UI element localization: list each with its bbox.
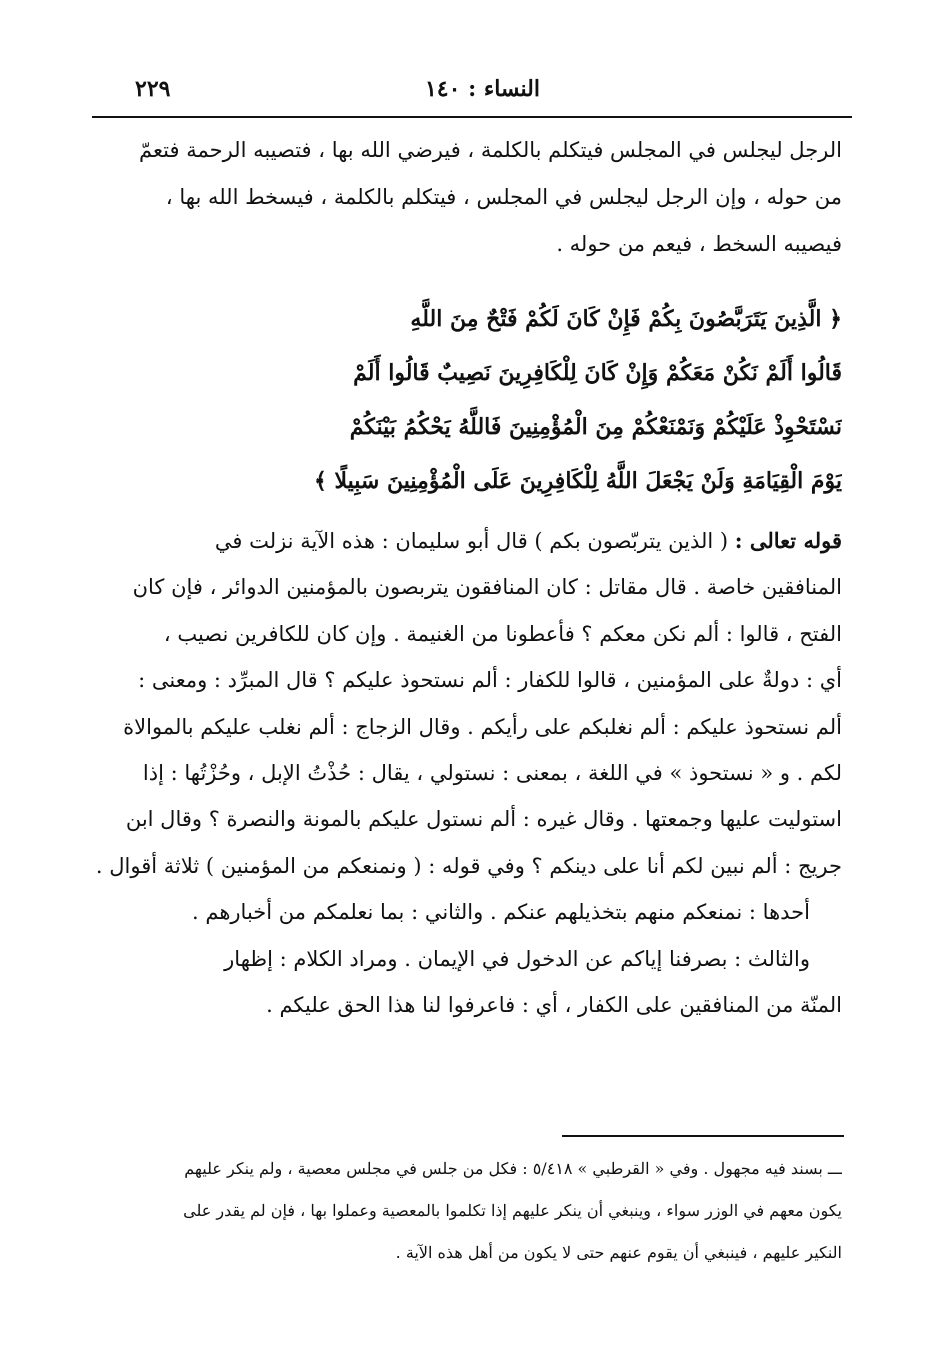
commentary-line: استوليت عليها وجمعتها . وقال غيره : ألم نستول عليكم بالمونة والنصرة ؟ وقال ابن [125, 807, 842, 832]
commentary-line: أحدها : نمنعكم منهم بتخذيلهم عنكم . والثاني : بما نعلمكم من أخبارهم . [192, 900, 810, 925]
verse-line: قَالُوا أَلَمْ نَكُنْ مَعَكُمْ وَإِنْ كَانَ لِلْكَافِرِينَ نَصِيبٌ قَالُوا أَلَمْ [353, 360, 842, 386]
verse-line: نَسْتَحْوِذْ عَلَيْكُمْ وَنَمْنَعْكُمْ مِنَ الْمُؤْمِنِينَ فَاللَّهُ يَحْكُمُ بَيْنَكُمْ [349, 414, 842, 440]
footnote-line: يكون معهم في الوزر سواء ، وينبغي أن ينكر عليهم إذا تكلموا بالمعصية وعملوا بها ، فإن لم يقدر على [183, 1201, 842, 1220]
header-rule [92, 116, 852, 118]
commentary-line: المنّة من المنافقين على الكفار ، أي : فاعرفوا لنا هذا الحق عليكم . [266, 992, 842, 1017]
footnotes [94, 1148, 842, 1274]
page-header [95, 76, 840, 110]
verse-line: ﴿ الَّذِينَ يَتَرَبَّصُونَ بِكُمْ فَإِنْ كَانَ لَكُمْ فَتْحٌ مِنَ اللَّهِ [410, 306, 842, 332]
intro-paragraph [94, 127, 842, 268]
footnote-line: النكير عليهم ، فينبغي أن يقوم عنهم حتى لا يكون من أهل هذه الآية . [395, 1243, 842, 1262]
commentary-line: والثالث : بصرفنا إياكم عن الدخول في الإيمان . ومراد الكلام : إظهار [224, 946, 810, 971]
quran-verse [94, 292, 842, 508]
footnote-rule [562, 1135, 844, 1137]
page-number: ٢٢٩ [135, 76, 171, 102]
text-line: الرجل ليجلس في المجلس فيتكلم بالكلمة ، فيرضي الله بها ، فتصيبه الرحمة فتعمّ [139, 138, 842, 162]
verse-line: يَوْمَ الْقِيَامَةِ وَلَنْ يَجْعَلَ اللَّهُ لِلْكَافِرِينَ عَلَى الْمُؤْمِنِينَ سَبِيلًا ﴾ [313, 468, 842, 494]
text-line: من حوله ، وإن الرجل ليجلس في المجلس ، فيتكلم بالكلمة ، فيسخط الله بها ، [165, 185, 842, 209]
commentary-line [94, 518, 842, 564]
commentary-line: جريج : ألم نبين لكم أنا على دينكم ؟ وفي قوله : ( ونمنعكم من المؤمنين ) ثلاثة أقوال . [95, 853, 842, 878]
commentary-line-text: ( الذين يتربّصون بكم ) قال أبو سليمان : هذه الآية نزلت في [214, 529, 729, 553]
commentary-line: ألم نستحوذ عليكم : ألم نغلبكم على رأيكم . وقال الزجاج : ألم نغلب عليكم بالموالاة [123, 714, 842, 739]
footnote-line: ـــ بسند فيه مجهول . وفي « القرطبي » ٥/٤١٨ : فكل من جلس في مجلس معصية ، ولم ينكر عليهم [184, 1159, 842, 1178]
commentary-line: الفتح ، قالوا : ألم نكن معكم ؟ فأعطونا من الغنيمة . وإن كان للكافرين نصيب ، [163, 621, 842, 646]
commentary-lead: قوله تعالى : [734, 528, 842, 553]
commentary-line: أي : دولةٌ على المؤمنين ، قالوا للكفار : ألم نستحوذ عليكم ؟ قال المبرِّد : ومعنى : [138, 668, 842, 693]
commentary-paragraph [94, 518, 842, 1028]
text-line: فيصيبه السخط ، فيعم من حوله . [556, 232, 842, 256]
commentary-line: المنافقين خاصة . قال مقاتل : كان المنافقون يتربصون بالمؤمنين الدوائر ، فإن كان [132, 575, 842, 600]
running-title: النساء : ١٤٠ [424, 76, 540, 102]
commentary-line: لكم . و « نستحوذ » في اللغة ، بمعنى : نستولي ، يقال : حُذْتُ الإبل ، وحُزْتُها : إذا [142, 760, 842, 785]
